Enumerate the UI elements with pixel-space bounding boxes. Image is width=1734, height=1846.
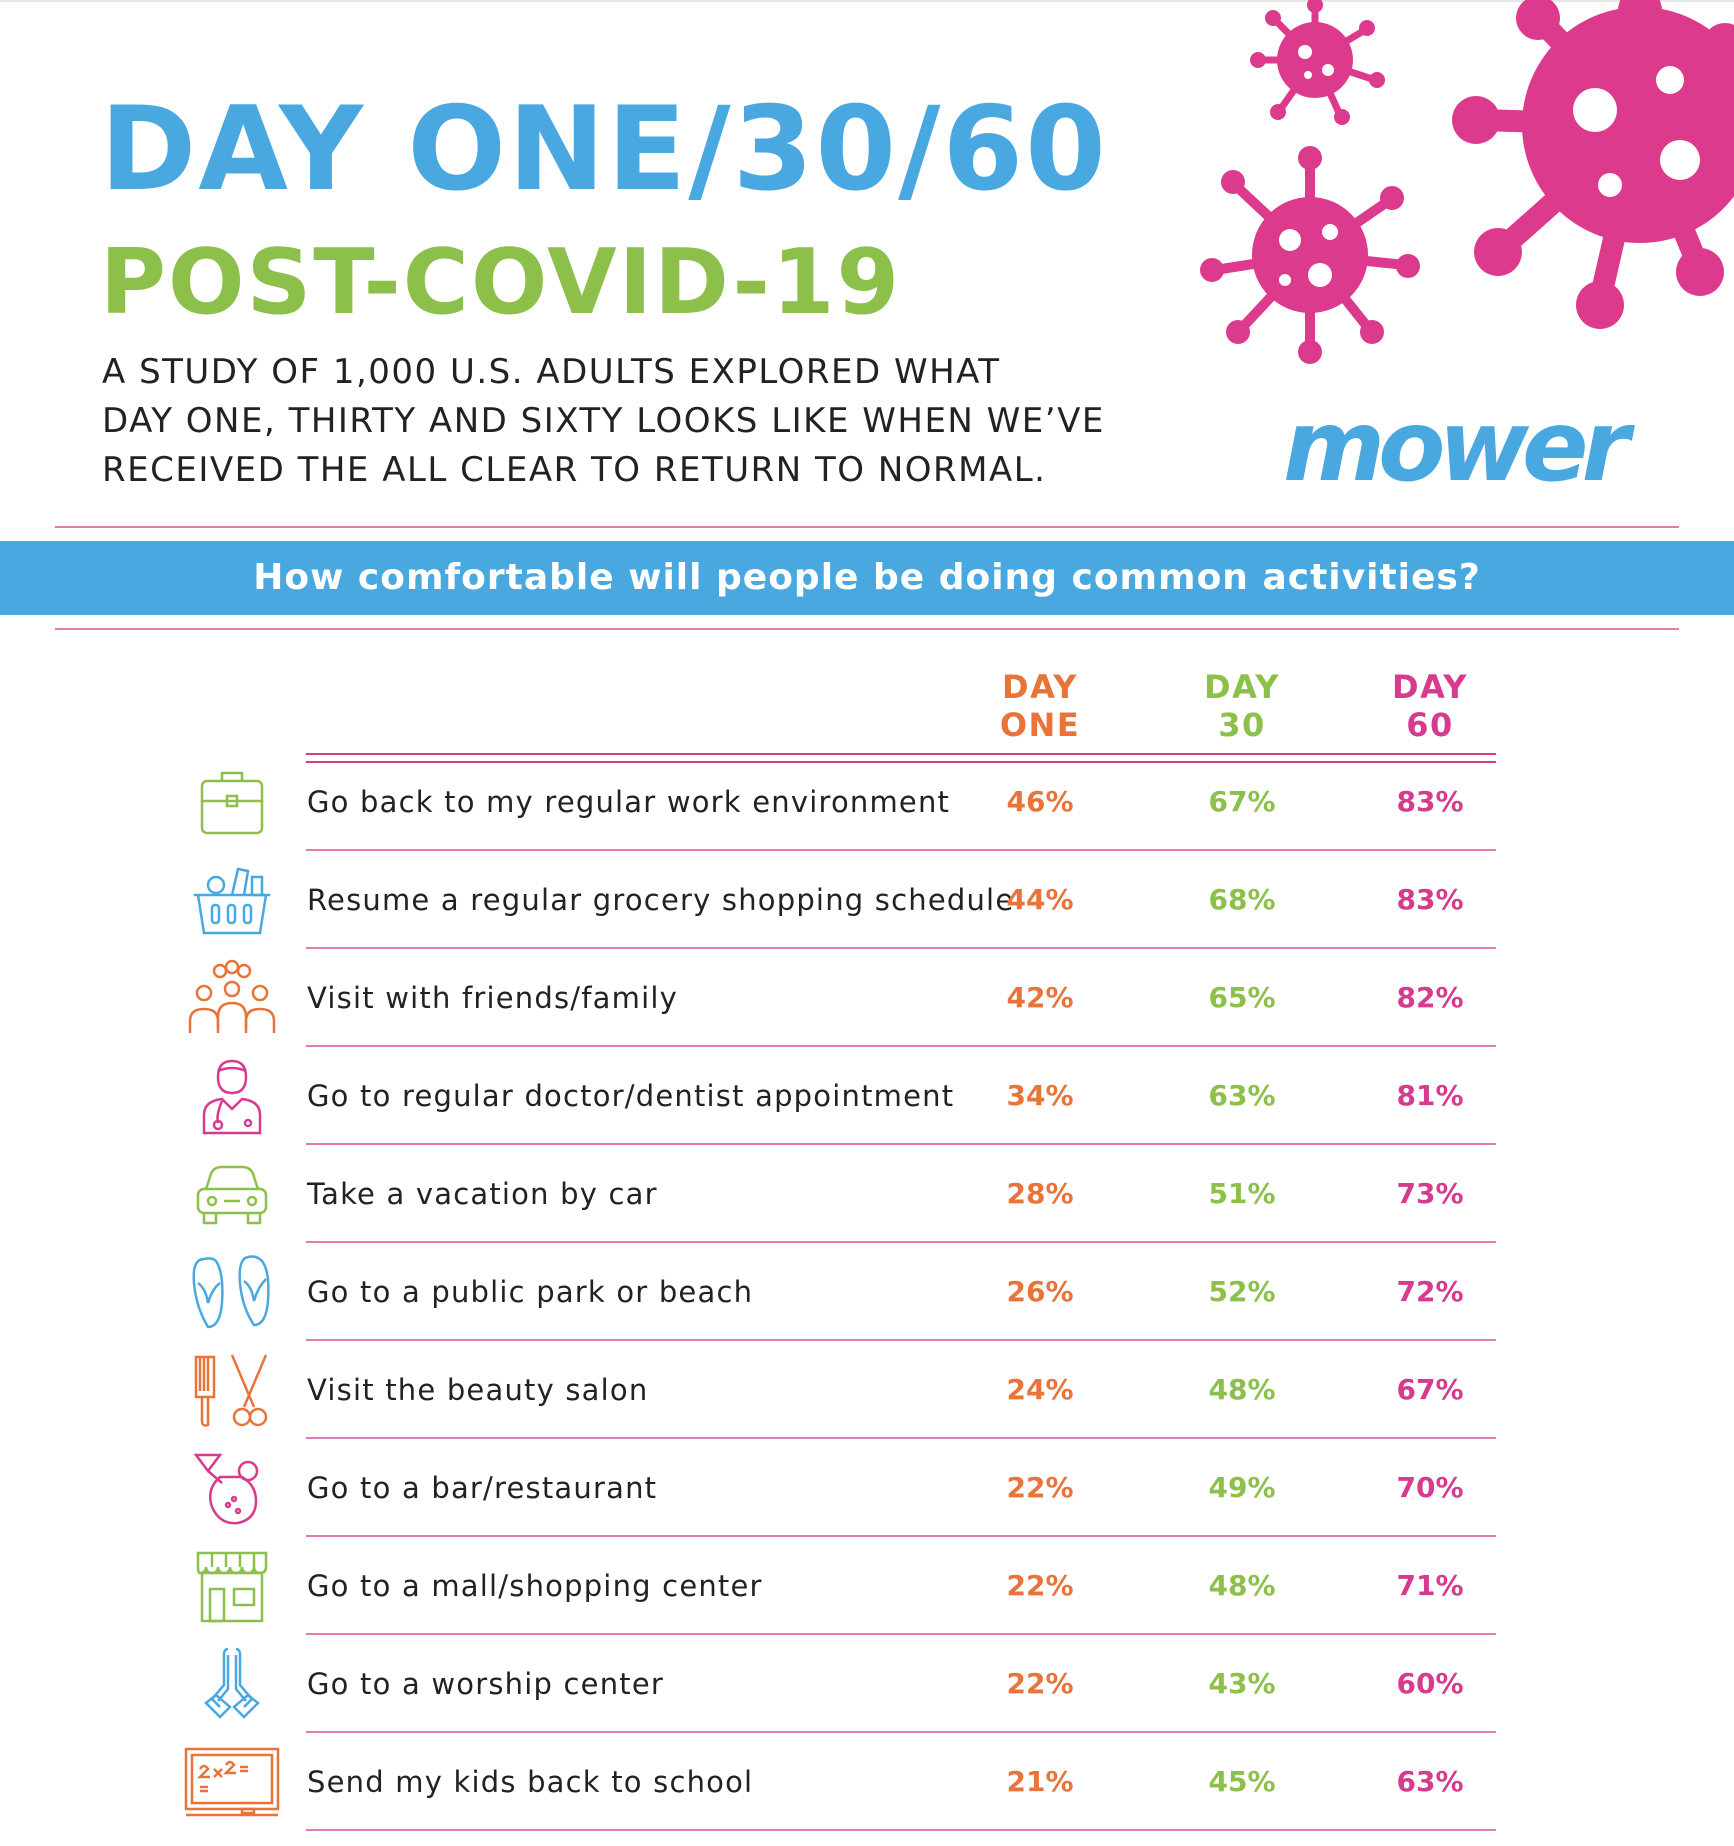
activity-label: Take a vacation by car [307,1177,658,1211]
doctor-icon [182,1057,282,1135]
intro-line: RECEIVED THE ALL CLEAR TO RETURN TO NORMAL. [102,450,1047,490]
divider-line [55,526,1679,528]
day-one-value: 24% [1006,1373,1074,1406]
column-header-line: DAY [1392,668,1468,706]
day-60-value: 83% [1396,785,1464,818]
virus-illustration-icon [1180,0,1734,370]
activity-label: Visit with friends/family [307,981,678,1015]
column-header-line: DAY [1204,668,1280,706]
activity-label: Resume a regular grocery shopping schedule [307,883,1015,917]
column-header-day-60 [1330,668,1530,744]
mower-logo: mower [1283,390,1623,504]
day-one-value: 44% [1006,883,1074,916]
praying-hands-icon [182,1645,282,1723]
column-header-line: 60 [1406,706,1454,744]
day-one-value: 22% [1006,1569,1074,1602]
column-header-day-one [940,668,1140,744]
briefcase-icon [182,763,282,841]
column-header-day-30 [1142,668,1342,744]
table-row [0,949,1734,1047]
title-line-1: DAY ONE/30/60 [100,82,1108,217]
day-60-value: 81% [1396,1079,1464,1112]
grocery-basket-icon [182,861,282,939]
cocktail-icon [182,1449,282,1527]
day-one-value: 28% [1006,1177,1074,1210]
intro-line: DAY ONE, THIRTY AND SIXTY LOOKS LIKE WHEN WE’VE [102,401,1105,441]
day-60-value: 70% [1396,1471,1464,1504]
activity-label: Go to a bar/restaurant [307,1471,658,1505]
activity-label: Go to regular doctor/dentist appointment [307,1079,955,1113]
car-icon [182,1155,282,1233]
day-60-value: 67% [1396,1373,1464,1406]
table-row [0,1635,1734,1733]
day-30-value: 45% [1208,1765,1276,1798]
table-row [0,1145,1734,1243]
day-30-value: 63% [1208,1079,1276,1112]
day-one-value: 22% [1006,1667,1074,1700]
table-row [0,1243,1734,1341]
day-30-value: 49% [1208,1471,1276,1504]
table-row [0,1537,1734,1635]
chart-title: How comfortable will people be doing common activities? [253,557,1481,598]
column-header-line: ONE [999,706,1081,744]
day-60-value: 73% [1396,1177,1464,1210]
table-row [0,1439,1734,1537]
chalkboard-icon [182,1743,282,1821]
flip-flops-icon [182,1253,282,1331]
day-60-value: 72% [1396,1275,1464,1308]
comb-scissors-icon [182,1351,282,1429]
day-one-value: 46% [1006,785,1074,818]
day-30-value: 65% [1208,981,1276,1014]
question-band [0,541,1734,615]
people-group-icon [182,959,282,1037]
day-60-value: 63% [1396,1765,1464,1798]
table-row [0,1047,1734,1145]
day-30-value: 43% [1208,1667,1276,1700]
activity-label: Go to a public park or beach [307,1275,754,1309]
divider-line [55,628,1679,630]
day-one-value: 26% [1006,1275,1074,1308]
activity-label: Send my kids back to school [307,1765,754,1799]
day-30-value: 68% [1208,883,1276,916]
activity-label: Go back to my regular work environment [307,785,951,819]
storefront-icon [182,1547,282,1625]
intro-text [102,348,1252,495]
day-30-value: 48% [1208,1569,1276,1602]
column-header-line: DAY [1002,668,1078,706]
day-30-value: 67% [1208,785,1276,818]
table-row [0,753,1734,851]
day-60-value: 83% [1396,883,1464,916]
day-one-value: 42% [1006,981,1074,1014]
activity-label: Go to a mall/shopping center [307,1569,763,1603]
day-one-value: 34% [1006,1079,1074,1112]
day-one-value: 21% [1006,1765,1074,1798]
activity-label: Go to a worship center [307,1667,665,1701]
table-row [0,1341,1734,1439]
row-separator [306,1829,1496,1831]
day-60-value: 71% [1396,1569,1464,1602]
day-60-value: 82% [1396,981,1464,1014]
column-header-line: 30 [1218,706,1266,744]
table-row [0,1733,1734,1831]
day-one-value: 22% [1006,1471,1074,1504]
title-line-2: POST-COVID-19 [100,230,902,335]
day-30-value: 52% [1208,1275,1276,1308]
intro-line: A STUDY OF 1,000 U.S. ADULTS EXPLORED WHAT [102,352,1001,392]
activity-label: Visit the beauty salon [307,1373,649,1407]
day-60-value: 60% [1396,1667,1464,1700]
table-row [0,851,1734,949]
day-30-value: 51% [1208,1177,1276,1210]
day-30-value: 48% [1208,1373,1276,1406]
